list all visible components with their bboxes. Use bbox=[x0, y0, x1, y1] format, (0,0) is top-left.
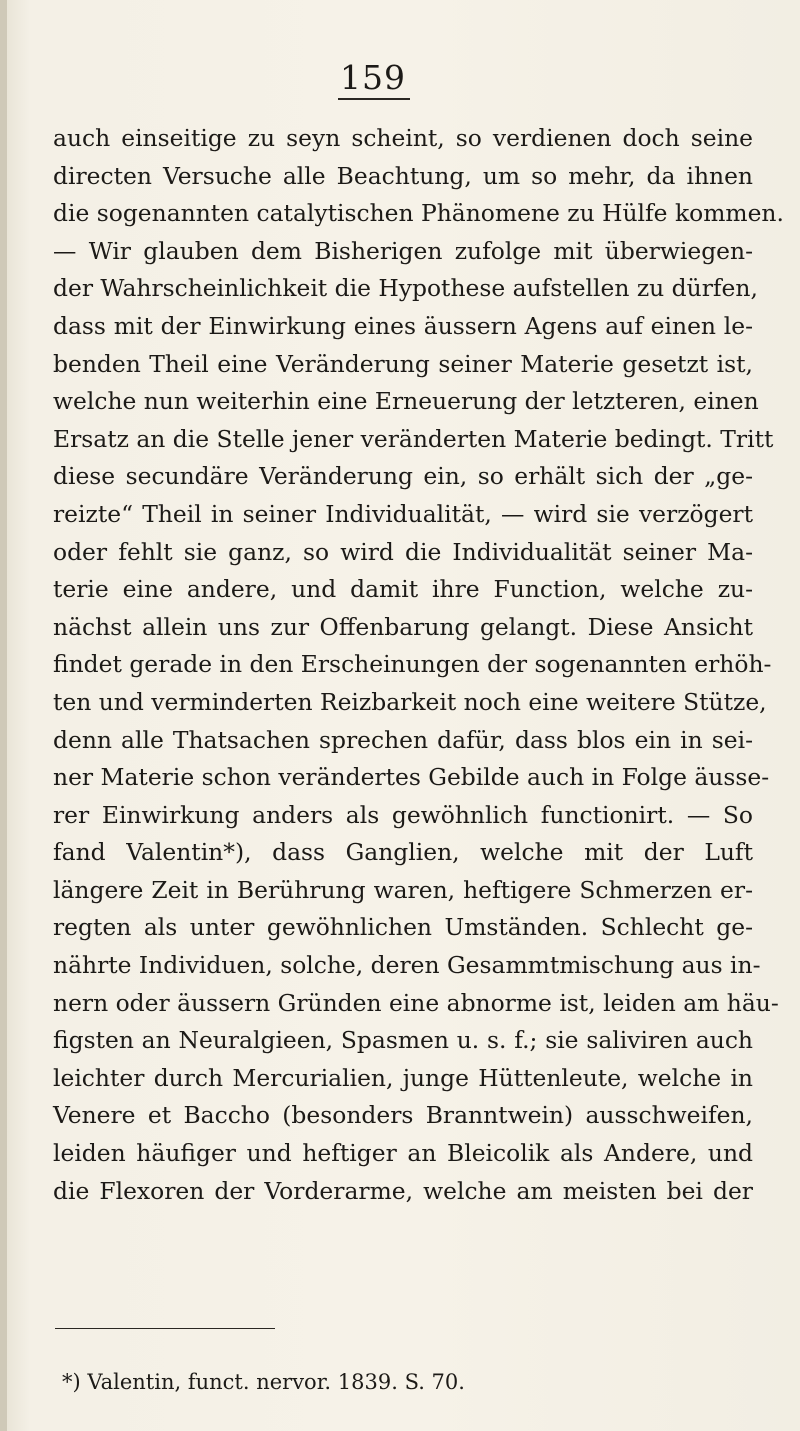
text-line: ten und verminderten Reizbarkeit noch eine weitere Stütze, bbox=[53, 687, 767, 716]
footnote-rule bbox=[55, 1328, 275, 1329]
text-line: die Flexoren der Vorderarme, welche am meisten bei der bbox=[53, 1176, 753, 1205]
text-line: rer Einwirkung anders als gewöhnlich functionirt. — So bbox=[53, 800, 753, 829]
footnote: *) Valentin, funct. nervor. 1839. S. 70. bbox=[62, 1370, 465, 1394]
text-line: Ersatz an die Stelle jener veränderten Materie bedingt. Tritt bbox=[53, 424, 774, 453]
text-line: ner Materie schon verändertes Gebilde auch in Folge äusse- bbox=[53, 763, 770, 792]
text-line: figsten an Neuralgieen, Spasmen u. s. f.; sie saliviren auch bbox=[53, 1026, 753, 1055]
text-line: Venere et Baccho (besonders Branntwein) ausschweifen, bbox=[53, 1101, 753, 1130]
text-line: benden Theil eine Veränderung seiner Materie gesetzt ist, bbox=[53, 349, 753, 378]
text-line: welche nun weiterhin eine Erneuerung der letzteren, einen bbox=[53, 387, 759, 416]
body-text bbox=[53, 120, 784, 1210]
text-line: längere Zeit in Berührung waren, heftigere Schmerzen er- bbox=[53, 875, 753, 904]
text-line: regten als unter gewöhnlichen Umständen. Schlecht ge- bbox=[53, 913, 753, 942]
page-number: 159 bbox=[340, 58, 406, 97]
text-line: oder fehlt sie ganz, so wird die Individualität seiner Ma- bbox=[53, 537, 753, 566]
text-line: leiden häufiger und heftiger an Bleicolik als Andere, und bbox=[53, 1139, 753, 1168]
text-line: directen Versuche alle Beachtung, um so mehr, da ihnen bbox=[53, 161, 753, 190]
text-line: diese secundäre Veränderung ein, so erhält sich der „ge- bbox=[53, 462, 753, 491]
text-line: dass mit der Einwirkung eines äussern Agens auf einen le- bbox=[53, 311, 753, 340]
text-line: nährte Individuen, solche, deren Gesammtmischung aus in- bbox=[53, 951, 761, 980]
text-line: nächst allein uns zur Offenbarung gelangt. Diese Ansicht bbox=[53, 612, 753, 641]
text-line: nern oder äussern Gründen eine abnorme ist, leiden am häu- bbox=[53, 988, 779, 1017]
text-line: reizte“ Theil in seiner Individualität, — wird sie verzögert bbox=[53, 499, 753, 528]
text-line: findet gerade in den Erscheinungen der sogenannten erhöh- bbox=[53, 650, 772, 679]
page-number-rule bbox=[338, 98, 410, 100]
text-line: terie eine andere, und damit ihre Function, welche zu- bbox=[53, 575, 753, 604]
text-line: auch einseitige zu seyn scheint, so verdienen doch seine bbox=[53, 124, 753, 152]
text-line: — Wir glauben dem Bisherigen zufolge mit überwiegen- bbox=[53, 236, 753, 265]
text-line: leichter durch Mercurialien, junge Hüttenleute, welche in bbox=[53, 1063, 753, 1092]
binding-edge bbox=[0, 0, 7, 1431]
text-line: fand Valentin*), dass Ganglien, welche mit der Luft bbox=[53, 838, 753, 867]
text-line: die sogenannten catalytischen Phänomene zu Hülfe kommen. bbox=[53, 199, 784, 228]
text-line: der Wahrscheinlichkeit die Hypothese aufstellen zu dürfen, bbox=[53, 274, 758, 303]
text-line: denn alle Thatsachen sprechen dafür, dass blos ein in sei- bbox=[53, 725, 753, 754]
